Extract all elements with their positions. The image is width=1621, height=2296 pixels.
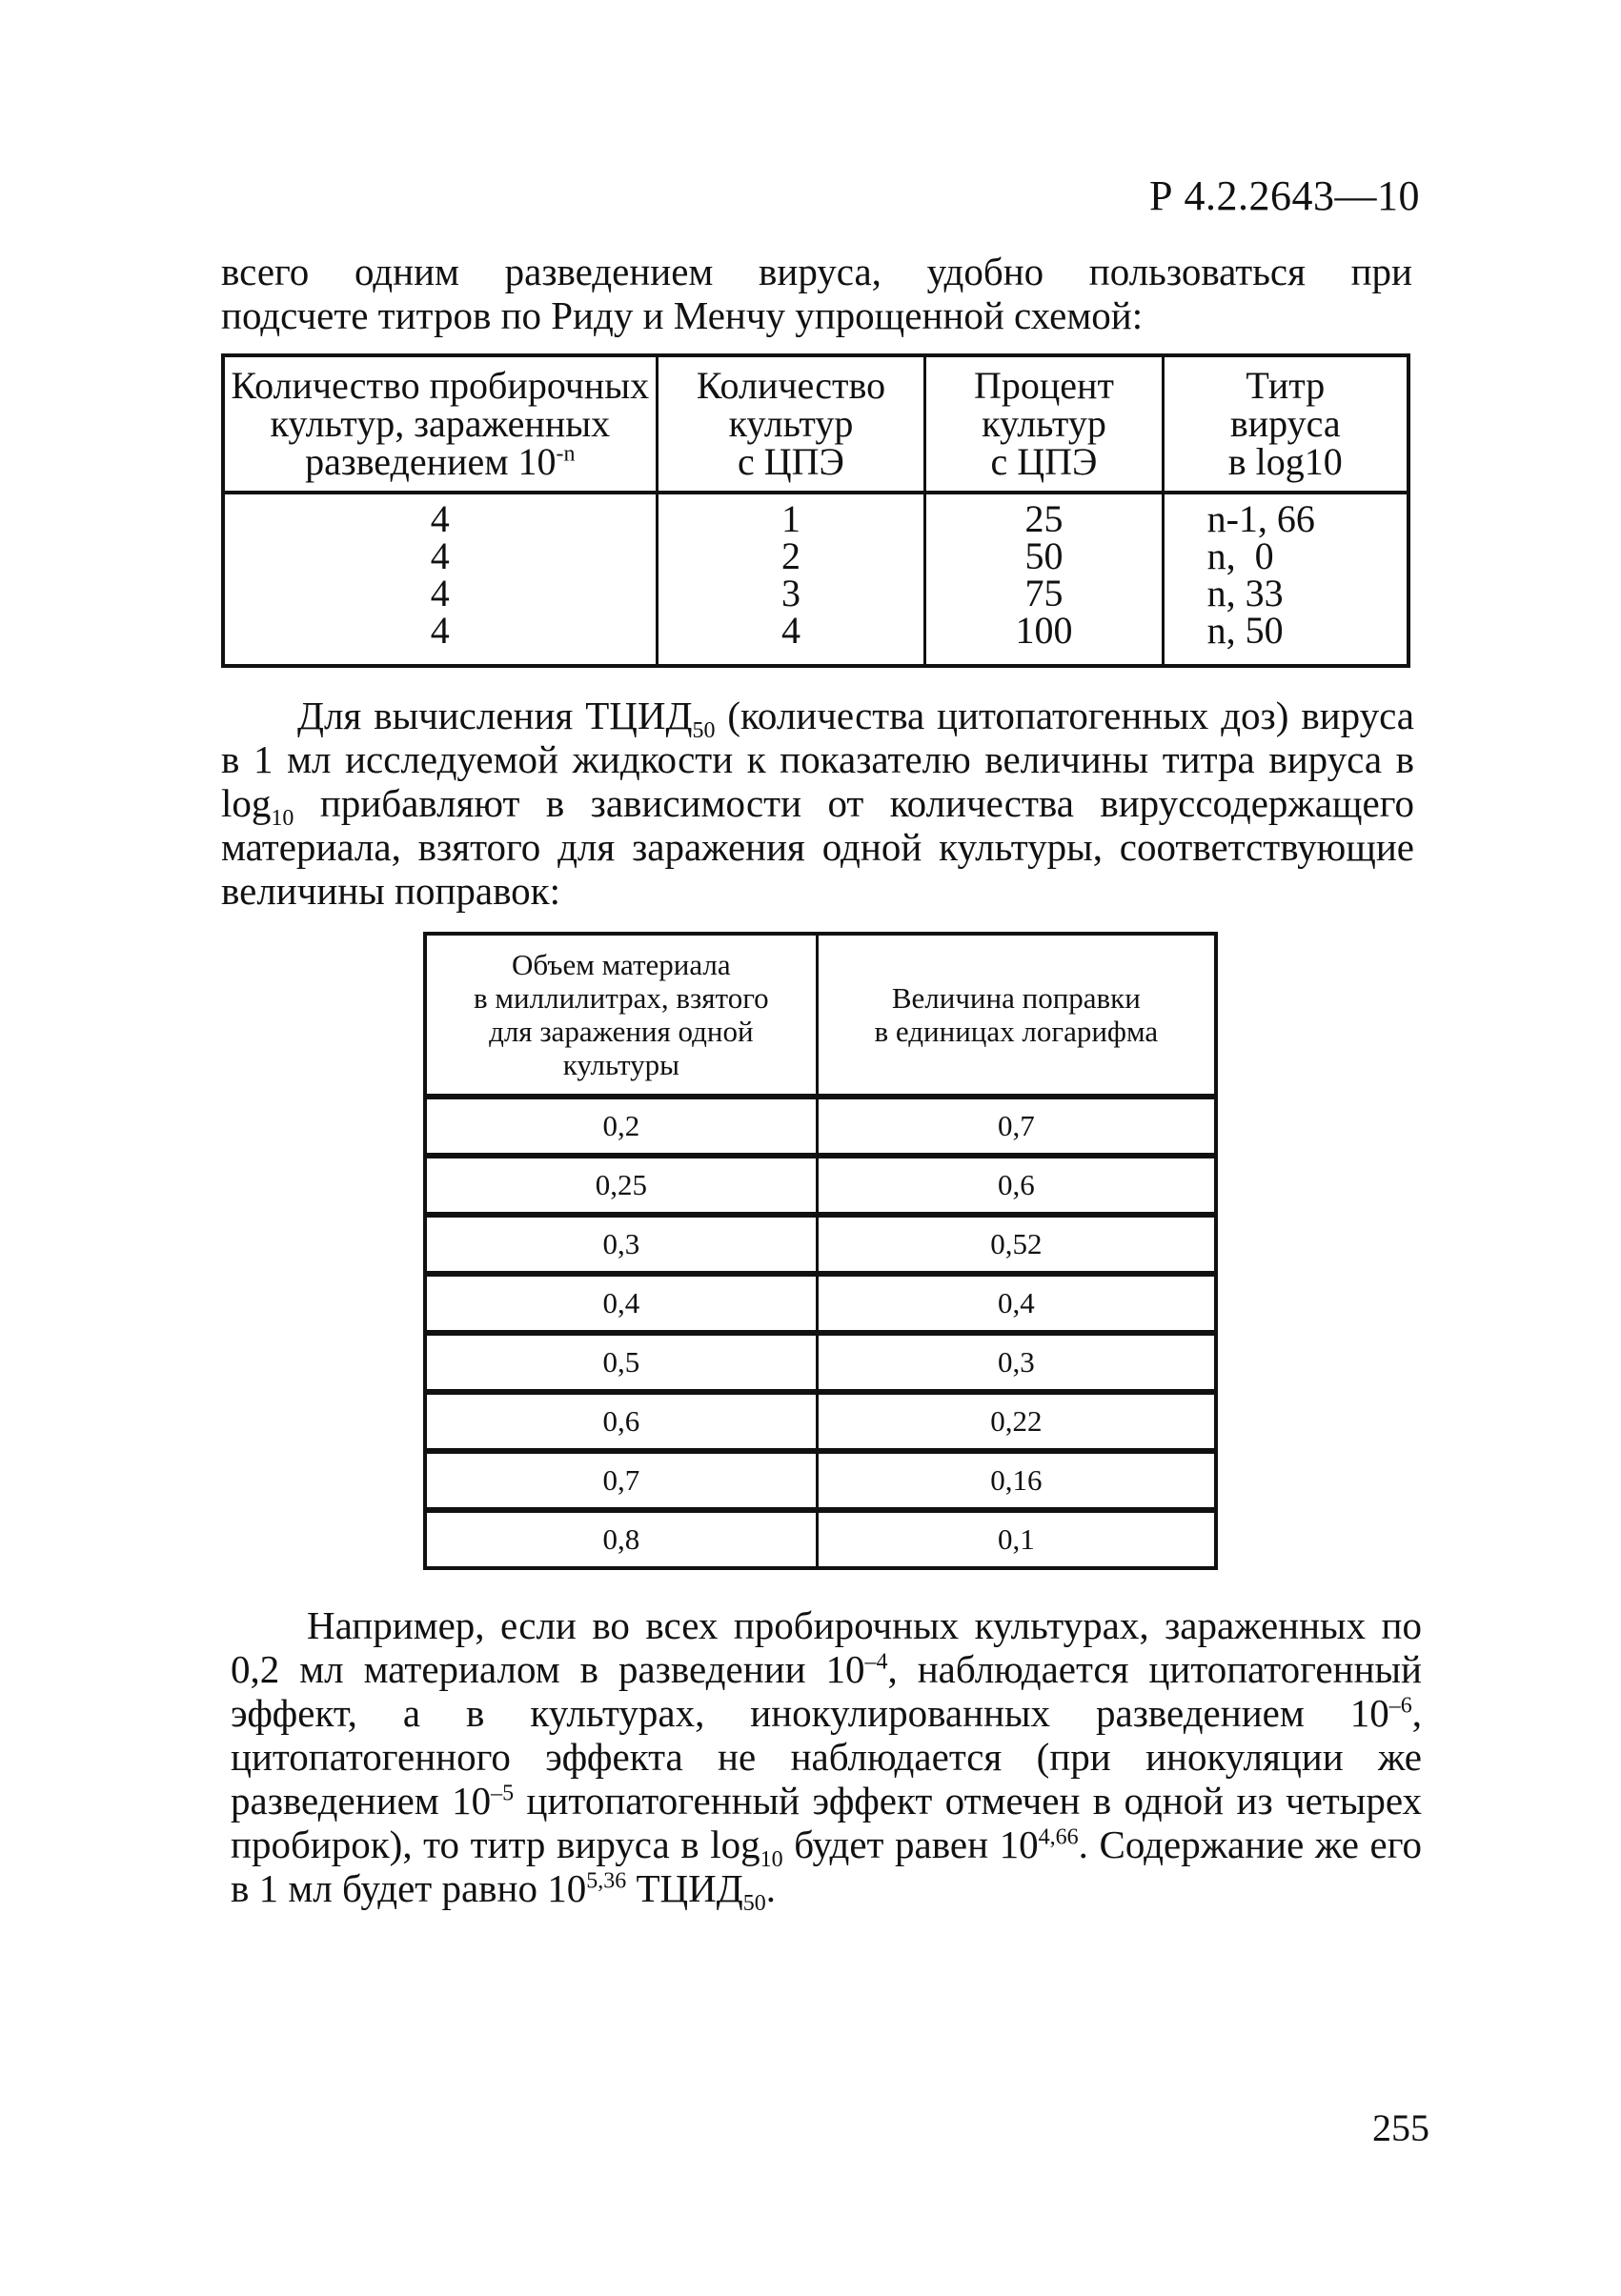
titer-col-cpe-count <box>657 493 925 666</box>
header-line: для заражения одной <box>489 1015 754 1048</box>
header-line: Процент <box>973 364 1114 407</box>
titer-header-percent <box>925 355 1163 493</box>
intro-line-1: всего одним разведением вируса, удобно пользоваться при <box>221 250 1412 293</box>
paragraph-example <box>231 1603 1423 1917</box>
table-cell: 0,7 <box>425 1451 817 1510</box>
table-cell: 2 <box>780 534 800 577</box>
table-cell: 0,7 <box>817 1097 1216 1156</box>
table-cell: 3 <box>780 572 800 614</box>
header-line: Количество пробирочных <box>231 364 650 407</box>
intro-paragraph <box>221 250 1412 337</box>
titer-table <box>221 353 1410 668</box>
header-line: культур <box>728 402 854 445</box>
table-cell: 1 <box>780 497 800 540</box>
table-cell: 0,25 <box>425 1156 817 1215</box>
table-cell: 4 <box>430 609 450 652</box>
table-cell: 4 <box>430 534 450 577</box>
titer-header-cpe-count <box>657 355 925 493</box>
header-line: разведением 10 <box>305 440 557 483</box>
table-cell: 100 <box>1015 609 1073 652</box>
table-cell: 0,8 <box>425 1510 817 1568</box>
table-cell: 50 <box>1024 534 1064 577</box>
table-row <box>425 1451 1216 1510</box>
superscript: 5,36 <box>586 1868 627 1894</box>
table-row <box>425 1333 1216 1392</box>
table-row <box>425 1215 1216 1274</box>
table-row <box>425 1274 1216 1333</box>
text-run: Например, если во всех пробирочных культурах, зараженных по 0,2 мл материалом в разведении 10 <box>231 1603 1422 1691</box>
header-line: Количество <box>696 364 886 407</box>
superscript: –4 <box>864 1649 888 1675</box>
header-line: культур, зараженных <box>270 402 611 445</box>
text-run: прибавляют в зависимости от количества вируссодержащего материала, взятого для заражения одной культуры, соответствующие величины поправок: <box>221 781 1414 913</box>
titer-table-body <box>223 493 1408 666</box>
table-cell: 4 <box>430 572 450 614</box>
table-row <box>425 1510 1216 1568</box>
superscript: –6 <box>1388 1693 1412 1719</box>
table-cell: 4 <box>430 497 450 540</box>
table-row <box>425 1097 1216 1156</box>
table-row <box>425 1392 1216 1451</box>
text-run: , цитопатогенного эффекта не наблюдается (при инокуляции же разведением 10 <box>231 1691 1422 1823</box>
intro-line-2: подсчете титров по Риду и Менчу упрощенной схемой: <box>221 293 1144 337</box>
table-cell: 0,4 <box>817 1274 1216 1333</box>
header-exponent: -n <box>556 441 576 467</box>
paragraph-tcid-calculation <box>221 694 1414 913</box>
table-cell: 25 <box>1024 497 1064 540</box>
header-line: Титр <box>1246 364 1326 407</box>
text-run: ТЦИД <box>626 1866 743 1910</box>
header-line: вируса <box>1229 402 1341 445</box>
text-run: . <box>765 1866 776 1910</box>
text-run: будет равен 10 <box>782 1823 1039 1866</box>
correction-header-volume <box>425 934 817 1097</box>
subscript: 50 <box>692 718 716 744</box>
page-number: 255 <box>1372 2106 1429 2149</box>
table-cell: 0,5 <box>425 1333 817 1392</box>
titer-header-titer <box>1163 355 1408 493</box>
table-cell: 0,4 <box>425 1274 817 1333</box>
table-row <box>425 1156 1216 1215</box>
correction-table <box>423 932 1218 1570</box>
titer-table-header-row <box>223 355 1408 493</box>
table-cell: 75 <box>1024 572 1064 614</box>
table-cell: 4 <box>780 609 800 652</box>
header-line: культур <box>982 402 1106 445</box>
header-line: в миллилитрах, взятого <box>474 981 769 1015</box>
table-cell: 0,1 <box>817 1510 1216 1568</box>
superscript: 4,66 <box>1038 1824 1079 1850</box>
table-cell: 0,22 <box>817 1392 1216 1451</box>
table-cell: 0,52 <box>817 1215 1216 1274</box>
text-run: Для вычисления ТЦИД <box>297 694 693 737</box>
table-cell: 0,3 <box>817 1333 1216 1392</box>
correction-table-header-row <box>425 934 1216 1097</box>
header-line: в log10 <box>1227 440 1343 483</box>
table-cell: 0,6 <box>817 1156 1216 1215</box>
header-line: культуры <box>562 1048 679 1081</box>
header-line: с ЦПЭ <box>738 440 844 483</box>
titer-col-tube-count <box>223 493 657 666</box>
header-line: в единицах логарифма <box>874 1015 1159 1048</box>
table-cell: 0,16 <box>817 1451 1216 1510</box>
text-run: . Содержание же его в 1 мл будет равно 10 <box>231 1823 1422 1910</box>
superscript: –5 <box>491 1781 515 1806</box>
text-run: цитопатогенный эффект отмечен в одной из четырех пробирок), то титр вируса в log <box>231 1779 1422 1866</box>
subscript: 10 <box>760 1847 783 1873</box>
table-cell: 0,3 <box>425 1215 817 1274</box>
table-cell: n, 50 <box>1206 609 1284 652</box>
subscript: 50 <box>742 1891 766 1917</box>
header-line: Величина поправки <box>891 981 1141 1015</box>
text-run: (количества цитопатогенных доз) вируса в 1 мл исследуемой жидкости к показателю величины титра вируса в log <box>221 694 1414 825</box>
document-code: Р 4.2.2643—10 <box>1149 172 1420 219</box>
table-cell: n, 0 <box>1206 534 1274 577</box>
titer-header-tube-count <box>223 355 657 493</box>
table-cell: 0,6 <box>425 1392 817 1451</box>
correction-header-value <box>817 934 1216 1097</box>
header-line: с ЦПЭ <box>990 440 1098 483</box>
titer-col-percent <box>925 493 1163 666</box>
table-cell: n, 33 <box>1206 572 1284 614</box>
subscript: 10 <box>271 806 294 832</box>
table-cell: n-1, 66 <box>1206 497 1315 540</box>
titer-col-titer <box>1163 493 1408 666</box>
text-run: , наблюдается цитопатогенный эффект, а в культурах, инокулированных разведением 10 <box>231 1647 1423 1735</box>
table-cell: 0,2 <box>425 1097 817 1156</box>
header-line: Объем материала <box>512 948 731 981</box>
